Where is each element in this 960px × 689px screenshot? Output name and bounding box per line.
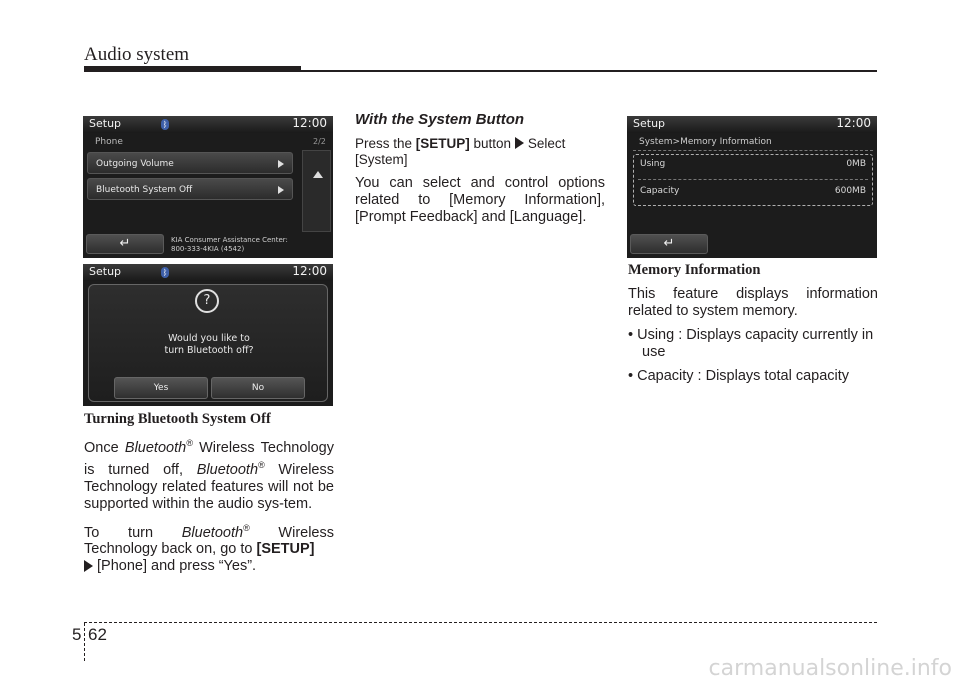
memory-info-box [633, 154, 873, 206]
paragraph-bluetooth-off [84, 435, 334, 513]
outgoing-volume-label: Outgoing Volume [96, 159, 174, 169]
chevron-right-icon [278, 160, 284, 168]
question-icon: ? [195, 289, 219, 313]
dialog-line-1: Would you like to [168, 333, 250, 344]
setup-key-label: [SETUP] [256, 541, 315, 558]
paragraph-memory-info: This feature displays information related to system memory. [628, 286, 878, 319]
text-run: [Phone] and press “Yes”. [97, 558, 257, 575]
paragraph-options: You can select and control options related to [Memory Information], [Prompt Feedback] and [Language]. [355, 175, 605, 225]
bluetooth-system-off-label: Bluetooth System Off [96, 185, 193, 195]
header-rule-thin [301, 70, 877, 72]
back-button[interactable]: ↵ [86, 234, 164, 254]
section-heading-bluetooth-off: Turning Bluetooth System Off [84, 411, 271, 427]
dialog-message [89, 333, 329, 357]
text-run-italic: Bluetooth [124, 439, 187, 456]
bluetooth-system-off-item[interactable] [87, 178, 293, 200]
capacity-value: 600MB [834, 186, 866, 196]
left-column [84, 411, 334, 582]
text-run-italic: Bluetooth [181, 524, 244, 541]
using-value: 0MB [846, 159, 866, 169]
assistance-line-1: KIA Consumer Assistance Center: [171, 236, 288, 244]
scroll-up-icon[interactable] [313, 171, 323, 178]
paragraph-bluetooth-on [84, 520, 334, 576]
confirm-dialog [88, 284, 328, 402]
chapter-number: 5 [72, 625, 82, 644]
dialog-line-2: turn Bluetooth off? [164, 345, 254, 356]
section-heading-system-button: With the System Button [355, 111, 525, 128]
registered-mark: ® [243, 522, 250, 533]
text-run: To turn [84, 524, 182, 541]
yes-button[interactable]: Yes [114, 377, 208, 399]
text-run: Press the [355, 136, 416, 151]
page-indicator: 2/2 [313, 137, 326, 146]
screen-title: Setup [89, 117, 122, 130]
bullet-using: • Using : Displays capacity currently in use [628, 327, 874, 360]
text-run: Wireless Technology is turned off, [84, 439, 334, 478]
page-number: 62 [88, 625, 107, 644]
section-heading-memory-info: Memory Information [628, 262, 761, 278]
no-button[interactable]: No [211, 377, 305, 399]
setup-key-label: [SETUP] [415, 136, 470, 151]
chevron-right-icon [278, 186, 284, 194]
screen-title: Setup [89, 265, 122, 278]
phone-setup-screenshot [83, 116, 333, 258]
play-arrow-icon [515, 137, 524, 149]
back-button[interactable]: ↵ [630, 234, 708, 254]
divider [633, 150, 873, 151]
memory-info-screenshot [627, 116, 877, 258]
footer-divider [84, 623, 85, 661]
bluetooth-icon: ᛒ [162, 120, 168, 129]
screen-title: Setup [633, 117, 666, 130]
screen-subtitle: Phone [95, 137, 123, 147]
assistance-line-2: 800-333-4KIA (4542) [171, 245, 245, 253]
watermark: carmanualsonline.info [708, 656, 952, 681]
divider [638, 179, 868, 180]
text-run: Wireless Technology back on, go to [84, 524, 334, 558]
text-run: Wireless Technology related features will not be supported within the audio sys-tem. [84, 461, 334, 512]
capacity-label: Capacity [640, 186, 680, 196]
registered-mark: ® [258, 459, 265, 470]
right-column [628, 262, 878, 392]
bluetooth-off-dialog-screenshot [83, 264, 333, 406]
screen-clock: 12:00 [292, 116, 327, 130]
outgoing-volume-item[interactable] [87, 152, 293, 174]
registered-mark: ® [186, 438, 193, 448]
assistance-info [171, 236, 288, 254]
play-arrow-icon [84, 560, 93, 572]
using-label: Using [640, 159, 666, 169]
bluetooth-icon: ᛒ [162, 268, 168, 277]
footer-rule [84, 622, 877, 623]
page-header-title: Audio system [84, 44, 190, 65]
breadcrumb: System>Memory Information [639, 137, 772, 147]
screen-clock: 12:00 [836, 116, 871, 130]
header-rule-thick [84, 66, 301, 72]
bullet-capacity: • Capacity : Displays total capacity [628, 368, 850, 384]
middle-column [355, 111, 605, 233]
text-run: button [469, 136, 515, 151]
paragraph-press-setup [355, 136, 605, 168]
screen-clock: 12:00 [292, 264, 327, 278]
text-run-italic: Bluetooth [196, 461, 259, 478]
text-run: Select [System] [355, 136, 566, 167]
text-run: Once [84, 439, 125, 456]
scroll-bar[interactable] [302, 150, 331, 232]
